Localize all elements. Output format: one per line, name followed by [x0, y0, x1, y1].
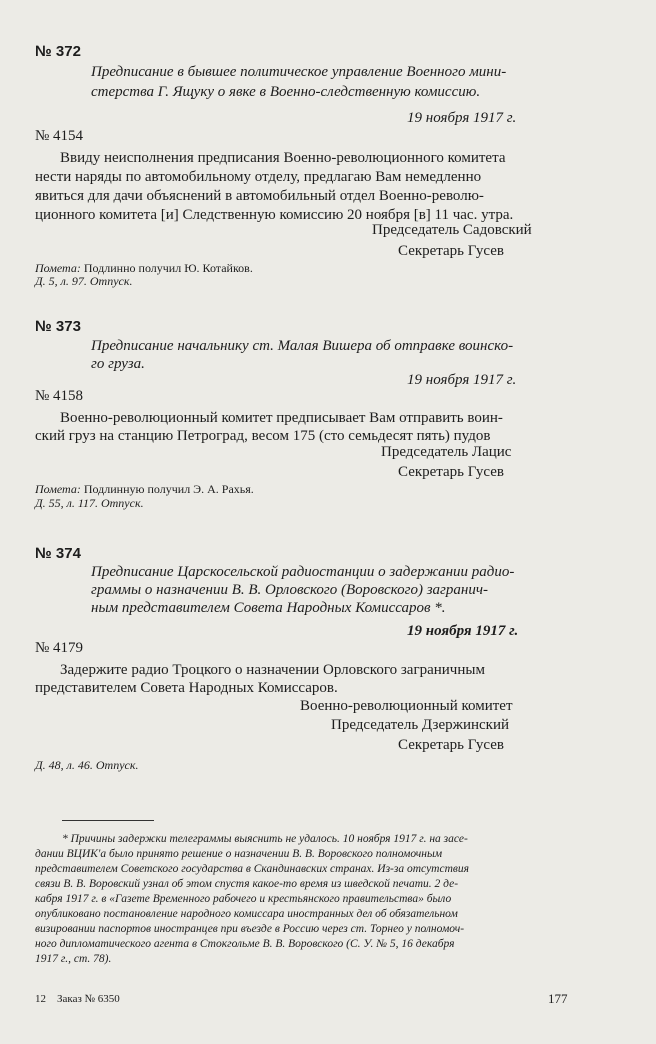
signature-line: Секретарь Гусев — [398, 243, 504, 259]
doc-title-line: Предписание начальнику ст. Малая Вишера об отправке воинско- — [91, 338, 514, 354]
doc-date: 19 ноября 1917 г. — [407, 372, 517, 388]
body-line: представителем Совета Народных Комиссаров. — [35, 680, 338, 696]
body-line: явиться для дачи объяснений в автомобильный отдел Военно-револю- — [35, 188, 484, 204]
signature-line: Военно-революционный комитет — [300, 698, 513, 714]
body-line: Задержите радио Троцкого о назначении Орловского заграничным — [60, 662, 485, 678]
receipt-note — [35, 481, 254, 497]
doc-number: № 373 — [35, 318, 81, 335]
archive-reference: Д. 55, л. 117. Отпуск. — [35, 496, 144, 510]
doc-title-line: го груза. — [91, 356, 145, 372]
note-label: Помета: — [35, 482, 81, 496]
signature-line: Секретарь Гусев — [398, 464, 504, 480]
doc-number: № 374 — [35, 545, 81, 562]
archive-reference: Д. 48, л. 46. Отпуск. — [35, 758, 139, 772]
doc-title-line: Предписание Царскосельской радиостанции о задержании радио- — [91, 564, 515, 580]
footnote-line: ного дипломатического агента в Стокгольме В. В. Воровского (С. У. № 5, 16 декабря — [35, 938, 455, 950]
doc-title-line: Предписание в бывшее политическое управление Военного мини- — [91, 64, 507, 80]
signature-line: Председатель Садовский — [372, 222, 532, 238]
doc-number: № 372 — [35, 43, 81, 60]
body-line: Ввиду неисполнения предписания Военно-революционного комитета — [60, 150, 506, 166]
note-text: Подлинно получил Ю. Котайков. — [83, 261, 253, 275]
signature-line: Секретарь Гусев — [398, 737, 504, 753]
footnote-line: 1917 г., ст. 78). — [35, 953, 112, 965]
footnote-line: дании ВЦИК'а было принято решение о назначении В. В. Воровского полномочным — [35, 848, 443, 860]
footnote-line: опубликовано постановление народного комиссара иностранных дел об обязательном — [35, 908, 458, 920]
registration-number: № 4154 — [35, 128, 84, 144]
body-line: ционного комитета [и] Следственную комиссию 20 ноября [в] 11 час. утра. — [35, 207, 514, 223]
doc-title-line: ным представителем Совета Народных Комиссаров *. — [91, 600, 446, 616]
doc-date: 19 ноября 1917 г. — [407, 623, 519, 639]
signature-line: Председатель Дзержинский — [331, 717, 510, 733]
registration-number: № 4158 — [35, 388, 84, 404]
signature-mark: 12 — [35, 993, 46, 1005]
footnote-line: визировании паспортов иностранцев при въезде в Россию через ст. Торнео у полномоч- — [35, 923, 465, 935]
doc-date: 19 ноября 1917 г. — [407, 110, 517, 126]
signature-line: Председатель Лацис — [381, 444, 512, 460]
print-order: Заказ № 6350 — [57, 993, 120, 1005]
doc-title-line: граммы о назначении В. В. Орловского (Воровского) загранич- — [91, 582, 488, 598]
doc-title-line: стерства Г. Ящуку о явке в Военно-следственную комиссию. — [91, 84, 481, 100]
footnote-line: представителем Советского государства в Скандинавских странах. Из-за отсутствия — [35, 863, 469, 875]
note-label: Помета: — [35, 261, 81, 275]
footnote-line: кабря 1917 г. в «Газете Временного рабочего и крестьянского правительства» было — [35, 893, 452, 905]
footnote-line: связи В. В. Воровский узнал об этом спустя какое-то время из шведской печати. 2 де- — [35, 878, 459, 890]
body-line: Военно-революционный комитет предписывает Вам отправить воин- — [60, 410, 503, 426]
archive-reference: Д. 5, л. 97. Отпуск. — [35, 274, 133, 288]
note-text: Подлинную получил Э. А. Рахья. — [83, 482, 254, 496]
footnote-divider — [62, 820, 154, 821]
page-number: 177 — [548, 991, 568, 1006]
footnote-line: * Причины задержки телеграммы выяснить не удалось. 10 ноября 1917 г. на засе- — [62, 833, 468, 845]
registration-number: № 4179 — [35, 640, 84, 656]
body-line: ский груз на станцию Петроград, весом 175 (сто семьдесят пять) пудов — [35, 428, 491, 444]
body-line: нести наряды по автомобильному отделу, предлагаю Вам немедленно — [35, 169, 482, 185]
